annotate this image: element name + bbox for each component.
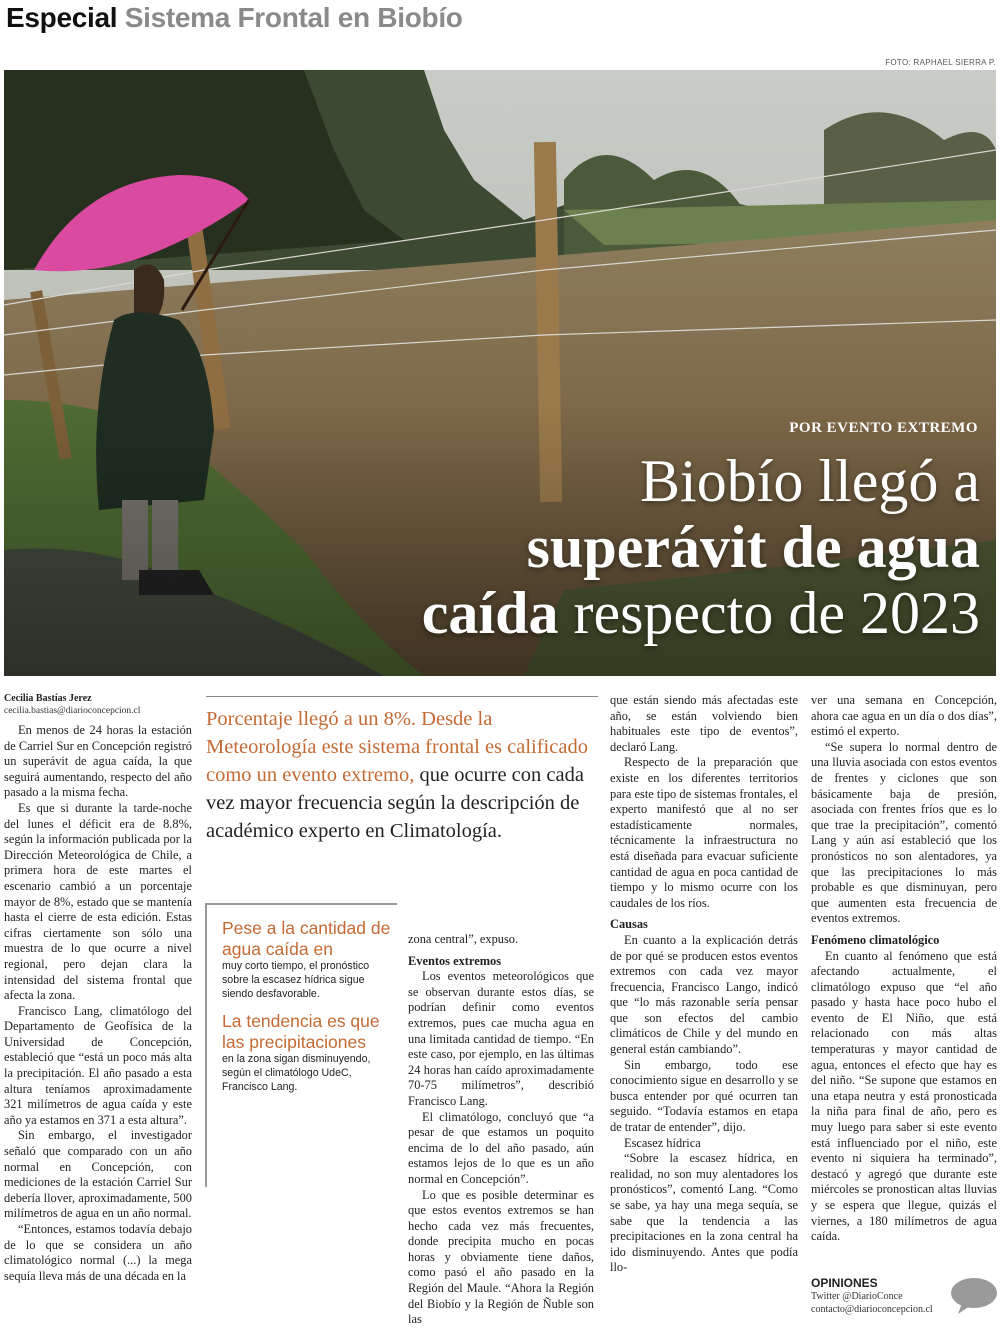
speech-bubble-icon: [950, 1276, 998, 1321]
paragraph: Los eventos meteorológicos que se observan durante estos días, se podrían definir como eventos extremos, pues cae mucha agua en una limitada cantidad de tiempo. “En este caso, por ejemplo, en las últimas 24 horas han caído aproximadamente 70-75 milímetros”, describió Francisco Lang.: [408, 969, 594, 1108]
opinions-title: OPINIONES: [811, 1276, 878, 1290]
column-3: [610, 693, 798, 1276]
paragraph: En menos de 24 horas la estación de Carriel Sur en Concepción registró un superávit de agua caída, la que seguirá aumentando, respecto del año pasado a la misma fecha.: [4, 723, 192, 800]
paragraph: ver una semana en Concepción, ahora cae agua en un día o dos días”, estimó el experto.: [811, 693, 997, 739]
sidebar-box: [222, 918, 392, 1105]
section-title: Sistema Frontal en Biobío: [124, 2, 463, 33]
headline-line-3-bold: caída: [421, 580, 559, 646]
paragraph: Escasez hídrica: [624, 1135, 701, 1150]
subheading-fenomeno: Fenómeno climatológico: [811, 932, 940, 947]
sidebar-body-1: muy corto tiempo, el pronóstico sobre la escasez hídrica sigue siendo desfavorable.: [222, 960, 370, 1000]
subheading-eventos: Eventos extremos: [408, 953, 502, 968]
lead-text: [206, 696, 598, 845]
column-4: [811, 693, 997, 1245]
paragraph: En cuanto al fenómeno que está afectando actualmente, el climatólogo expuso que “el año pasado y hasta hace poco hubo el evento de El Niño, que está relacionado con más altas temperaturas y mayor cantidad de agua, entonces el efecto que hay es del niño. “Se supone que estamos en una etapa neutra y está pronosticada la niña para final de año, pero es muy luego para saber si este evento está influenciado por el niño, este evento ni siquiera ha terminado”, destacó y agregó que durante este miércoles se pronostican altas lluvias y se espera que llegue, quizás el viernes, a 180 milímetros de agua caída.: [811, 948, 997, 1244]
paragraph: zona central”, expuso.: [408, 932, 519, 946]
paragraph: Es que si durante la tarde-noche del lunes el déficit era de 8.8%, según la información publicada por la Dirección Meteorológica de Chile, a primera hora de este martes el escenario cambió a un porcentaje mayor de 8%, estado que se mantenía hasta el cierre de esta edición. Estas cifras ciertamente son sólo una muestra de lo que ocurre a nivel regional, pero dejan clara la intensidad del sistema frontal que afecta la zona.: [4, 800, 192, 1003]
sidebar-heading-1: Pese a la cantidad de agua caída en: [222, 918, 391, 959]
paragraph: “Entonces, estamos todavía debajo de lo que se considera un año climatológico normal (...) la mega sequía lleva más de una década en la: [4, 1222, 192, 1283]
headline-line-3-rest: respecto de 2023: [558, 580, 980, 646]
lead-rest: que ocurre con cada vez mayor frecuencia según la descripción de académico experto en Climatología.: [206, 764, 584, 842]
headline-kicker: POR EVENTO EXTREMO: [789, 420, 978, 436]
sidebar-body-2: en la zona sigan disminuyendo, según el climatólogo UdeC, Francisco Lang.: [222, 1053, 371, 1093]
byline-email[interactable]: cecilia.bastias@diarioconcepcion.cl: [4, 706, 141, 716]
sidebar-heading-2: La tendencia es que las precipitaciones: [222, 1011, 380, 1053]
opinions-twitter[interactable]: Twitter @DiarioConce: [811, 1291, 903, 1302]
paragraph: En cuanto a la explicación detrás de por qué se producen estos eventos extremos con cada vez mayor frecuencia, Francisco Lango, indicó que “lo más razonable sería pensar que son efectos del cambio climáticos de Chile y del mundo en general están cambiando”.: [610, 932, 798, 1057]
headline-line-1: Biobío llegó a: [640, 448, 980, 514]
paragraph: Respecto de la preparación que existe en los diferentes territorios para este tipo de sistemas frontales, el experto manifestó que al no ser estadísticamente normales, técnicamente la infraestructura no está diseñada para evacuar suficiente cantidad de agua en poca cantidad de tiempo y lo mismo ocurre con los caudales de los ríos.: [610, 755, 798, 910]
photo-credit: FOTO: RAPHAEL SIERRA P.: [885, 58, 996, 67]
paragraph: Sin embargo, todo ese conocimiento sigue en desarrollo y se busca entender por qué ocurren tan seguido. “Todavía estamos en etapa de tratar de entender”, dijo.: [610, 1057, 798, 1135]
subheading-causas: Causas: [610, 917, 648, 932]
headline: [300, 448, 980, 646]
paragraph: que están siendo más afectadas este año, se están volviendo bien habituales este tipo de eventos”, declaró Lang.: [610, 693, 798, 754]
opinions-email[interactable]: contacto@diarioconcepcion.cl: [811, 1304, 933, 1315]
paragraph: Lo que es posible determinar es que estos eventos extremos se han hecho cada vez más frecuentes, donde precipita mucho en pocas horas y obviamente tiene daños, como pasó el año pasado en la Región del Maule. “Ahora la Región del Biobío y la Región de Ñuble son las: [408, 1187, 594, 1327]
column-1: [4, 693, 192, 1284]
headline-line-2: superávit de agua: [526, 514, 980, 580]
lead-highlight: Porcentaje llegó a un 8%. Desde la Meteorología este sistema frontal es calificado como un evento extremo,: [206, 708, 588, 786]
paragraph: “Sobre la escasez hídrica, en realidad, no son muy alentadores los pronósticos”, comentó Lang. “Como se sabe, ya hay una mega sequía, se sabe que la tendencia a las precipitaciones en la zona central ha ido disminuyendo. Antes que podía llo-: [610, 1151, 798, 1275]
paragraph: El climatólogo, concluyó que “a pesar de que estamos un poquito encima de lo del año pasado, aún estamos lejos de lo que es un año normal en Concepción”.: [408, 1109, 594, 1186]
column-2: [408, 932, 594, 1328]
byline-name: Cecilia Bastías Jerez: [4, 693, 92, 704]
section-header: [6, 2, 463, 38]
paragraph: “Se supera lo normal dentro de una lluvia asociada con estos eventos de frentes y ciclones que son básicamente baja de presión, asociada con frentes fríos que es lo que trae la precipitación”, comentó Lang y aún así estableció que los pronósticos no son alentadores, ya que las precipitaciones lo más probable es que disminuyan, pero que aumenten esta frecuencia de eventos extremos.: [811, 739, 997, 926]
section-kicker: Especial: [6, 2, 118, 33]
paragraph: Sin embargo, el investigador señaló que comparado con un año normal en Concepción, con mediciones de la estación Carriel Sur debería llover, aproximadamente, 500 milímetros de agua en un año normal.: [4, 1128, 192, 1221]
paragraph: Francisco Lang, climatólogo del Departamento de Geofísica de la Universidad de Concepción, estableció que “está un poco más alta la precipitación. El año pasado a esta altura teníamos aproximadamente 321 milímetros de agua caída y este año ya estamos en 371 a esta altura”.: [4, 1003, 192, 1127]
